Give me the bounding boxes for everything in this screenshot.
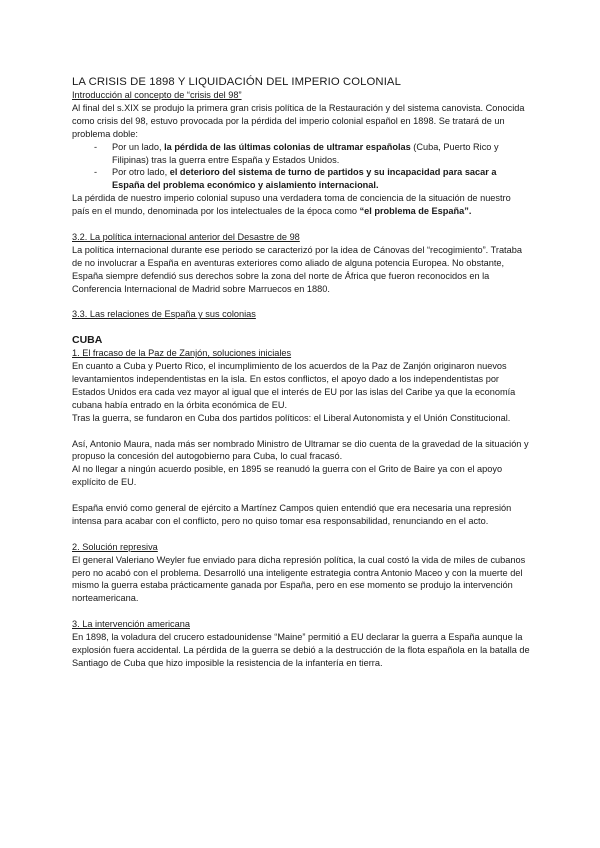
intro-paragraph-2: La pérdida de nuestro imperio colonial supuso una verdadera toma de conciencia de la situación de nuestro país en el mundo, denominada por los intelectuales de la época como “el problema de España”. — [72, 193, 511, 217]
document-title: LA CRISIS DE 1898 Y LIQUIDACIÓN DEL IMPERIO COLONIAL — [72, 76, 401, 88]
cuba-paragraph-1: En cuanto a Cuba y Puerto Rico, el incumplimiento de los acuerdos de la Paz de Zanjón originaron nuevos levantamientos independentistas en la isla. En estos conflictos, el apoyo dado a los independentistas por Estados Unidos era cada vez mayor al igual que el interés de EU por las islas del Caribe ya que la economía cubana había entrado en la órbita económica de EU. — [72, 361, 516, 410]
intro-heading: Introducción al concepto de “crisis del 98” — [72, 90, 242, 100]
cuba-paragraph-5: En 1898, la voladura del crucero estadounidense “Maine” permitió a EU declarar la guerra a España aunque la explosión fuera accidental. La pérdida de la guerra se debió a la destrucción de la flota española en la batalla de Santiago de Cuba que hizo imposible la resistencia de la infantería en tierra. — [72, 632, 530, 668]
intro-paragraph: Al final del s.XIX se produjo la primera gran crisis política de la Restauración y del sistema canovista. Conocida como crisis del 98, estuvo provocada por la pérdida del imperio colonial español en 1898. Se tratará de un problema doble: — [72, 102, 525, 139]
intro-bullet-list — [72, 141, 530, 193]
section-3-2-heading: 3.2. La política internacional anterior del Desastre de 98 — [72, 231, 300, 242]
cuba-subheading-2: 2. Solución represiva — [72, 541, 158, 552]
cuba-paragraph-2: Así, Antonio Maura, nada más ser nombrado Ministro de Ultramar se dio cuenta de la gravedad de la situación y propuso la concesión del autogobierno para Cuba, lo cual fracasó. — [72, 438, 529, 462]
intro-bullet-1: - Por un lado, la pérdida de las últimas colonias de ultramar españolas (Cuba, Puerto Rico y Filipinas) tras la guerra entre España y Estados Unidos. — [94, 141, 530, 167]
cuba-paragraph-2b: Al no llegar a ningún acuerdo posible, en 1895 se reanudó la guerra con el Grito de Baire ya con el apoyo explícito de EU. — [72, 464, 503, 488]
cuba-heading: CUBA — [72, 334, 103, 347]
section-3-3-heading: 3.3. Las relaciones de España y sus colonias — [72, 309, 256, 320]
cuba-subheading-1: 1. El fracaso de la Paz de Zanjón, soluciones iniciales — [72, 348, 292, 359]
intro-bullet-2: - Por otro lado, el deterioro del sistema de turno de partidos y su incapacidad para sacar a España del problema económico y aislamiento internacional. — [94, 166, 530, 192]
section-3-2-paragraph: La política internacional durante ese periodo se caracterizó por la idea de Cánovas del “recogimiento”. Trataba de no involucrar a España en aventuras exteriores como aliado de alguna potencia Europea. No obstante, España siempre defendió sus derechos sobre la zona del norte de África que fueron reconocidos en la Conferencia Internacional de Madrid sobre Marruecos en 1880. — [72, 244, 522, 294]
cuba-paragraph-1b: Tras la guerra, se fundaron en Cuba dos partidos políticos: el Liberal Autonomista y el Unión Constitucional. — [72, 412, 511, 423]
cuba-paragraph-4: El general Valeriano Weyler fue enviado para dicha represión política, la cual costó la vida de miles de cubanos pero no acabó con el problema. Desarrolló una inteligente estrategia contra Antonio Maceo y con la muerte del mismo la guerra estaba prácticamente ganada por España, pero en ese momento se produjo la intervención norteamericana. — [72, 554, 526, 604]
cuba-subheading-3: 3. La intervención americana — [72, 619, 190, 630]
cuba-paragraph-3: España envió como general de ejército a Martínez Campos quien entendió que era necesaria una represión intensa para acabar con el conflicto, pero no quiso tomar esa responsabilidad, renunciando en el acto. — [72, 503, 512, 526]
